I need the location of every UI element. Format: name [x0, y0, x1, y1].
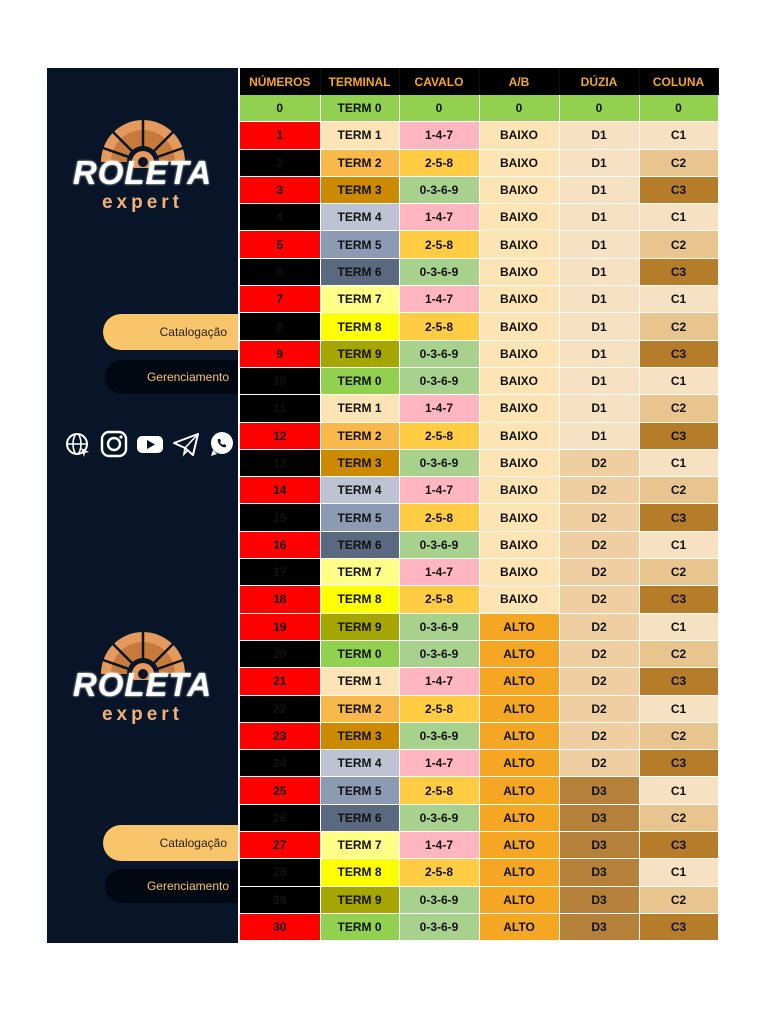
cell-coluna: C1 [639, 695, 718, 722]
cell-cavalo: 1-4-7 [399, 286, 479, 313]
cell-coluna: C1 [639, 367, 718, 394]
cell-numero: 18 [240, 586, 320, 613]
cell-coluna: C3 [639, 832, 718, 859]
cell-ab: BAIXO [479, 422, 559, 449]
cell-duzia: D2 [559, 613, 639, 640]
cell-cavalo: 1-4-7 [399, 204, 479, 231]
header-cavalo: CAVALO [399, 68, 479, 95]
cell-cavalo: 0-3-6-9 [399, 913, 479, 940]
cell-ab: ALTO [479, 832, 559, 859]
table-row [240, 422, 718, 449]
cell-numero: 6 [240, 258, 320, 285]
table-row [240, 449, 718, 476]
cell-duzia: D2 [559, 750, 639, 777]
cell-cavalo: 1-4-7 [399, 395, 479, 422]
cell-duzia: D3 [559, 913, 639, 940]
cell-terminal: TERM 7 [320, 286, 399, 313]
table-row [240, 504, 718, 531]
cell-coluna: C3 [639, 913, 718, 940]
cell-duzia: D2 [559, 504, 639, 531]
cell-terminal: TERM 1 [320, 395, 399, 422]
table-row [240, 859, 718, 886]
cell-cavalo: 1-4-7 [399, 750, 479, 777]
cell-cavalo: 2-5-8 [399, 149, 479, 176]
cell-duzia: D2 [559, 722, 639, 749]
cell-duzia: D3 [559, 859, 639, 886]
table-body [240, 95, 718, 941]
cell-numero: 23 [240, 722, 320, 749]
logo-title: ROLETA [72, 154, 213, 191]
cell-ab: BAIXO [479, 204, 559, 231]
cell-ab: ALTO [479, 750, 559, 777]
cell-duzia: D2 [559, 477, 639, 504]
cell-coluna: C2 [639, 395, 718, 422]
management-button[interactable]: Gerenciamento [105, 360, 238, 394]
cell-terminal: TERM 3 [320, 449, 399, 476]
cell-coluna: C2 [639, 313, 718, 340]
cell-numero: 9 [240, 340, 320, 367]
cell-coluna: C2 [639, 477, 718, 504]
cell-terminal: TERM 2 [320, 695, 399, 722]
cell-cavalo: 0-3-6-9 [399, 804, 479, 831]
cell-coluna: C3 [639, 258, 718, 285]
cell-cavalo: 2-5-8 [399, 777, 479, 804]
cell-ab: ALTO [479, 640, 559, 667]
cell-ab: BAIXO [479, 504, 559, 531]
cell-ab: BAIXO [479, 367, 559, 394]
table-row [240, 95, 718, 122]
cell-terminal: TERM 9 [320, 613, 399, 640]
cell-numero: 16 [240, 531, 320, 558]
cell-cavalo: 1-4-7 [399, 122, 479, 149]
cell-numero: 10 [240, 367, 320, 394]
cell-cavalo: 0-3-6-9 [399, 886, 479, 913]
cell-coluna: C3 [639, 340, 718, 367]
cell-cavalo: 0-3-6-9 [399, 531, 479, 558]
cell-cavalo: 1-4-7 [399, 477, 479, 504]
cell-terminal: TERM 8 [320, 859, 399, 886]
cell-duzia: D2 [559, 640, 639, 667]
catalog-button[interactable]: Catalogação [103, 825, 238, 861]
cell-terminal: TERM 3 [320, 176, 399, 203]
table-row [240, 722, 718, 749]
cell-coluna: C1 [639, 204, 718, 231]
social-links [64, 430, 234, 458]
cell-numero: 8 [240, 313, 320, 340]
table-row [240, 176, 718, 203]
table-row [240, 613, 718, 640]
cell-duzia: D3 [559, 777, 639, 804]
cell-coluna: C1 [639, 531, 718, 558]
cell-cavalo: 2-5-8 [399, 231, 479, 258]
cell-cavalo: 0-3-6-9 [399, 449, 479, 476]
table-row [240, 668, 718, 695]
cell-cavalo: 0-3-6-9 [399, 722, 479, 749]
cell-ab: 0 [479, 95, 559, 122]
cell-duzia: 0 [559, 95, 639, 122]
table-row [240, 204, 718, 231]
cell-terminal: TERM 8 [320, 313, 399, 340]
cell-cavalo: 2-5-8 [399, 313, 479, 340]
logo-subtitle: expert [101, 704, 184, 725]
table-row [240, 395, 718, 422]
cell-numero: 4 [240, 204, 320, 231]
cell-numero: 2 [240, 149, 320, 176]
cell-numero: 25 [240, 777, 320, 804]
roleta-expert-logo [47, 112, 238, 213]
cell-cavalo: 2-5-8 [399, 695, 479, 722]
cell-coluna: C3 [639, 422, 718, 449]
cell-cavalo: 0-3-6-9 [399, 367, 479, 394]
table-row [240, 286, 718, 313]
cell-ab: BAIXO [479, 149, 559, 176]
cell-ab: ALTO [479, 886, 559, 913]
table-row [240, 313, 718, 340]
cell-numero: 21 [240, 668, 320, 695]
cell-numero: 27 [240, 832, 320, 859]
cell-terminal: TERM 6 [320, 258, 399, 285]
cell-terminal: TERM 7 [320, 832, 399, 859]
whatsapp-icon[interactable] [208, 430, 236, 458]
cell-duzia: D1 [559, 258, 639, 285]
cell-terminal: TERM 1 [320, 122, 399, 149]
cell-duzia: D1 [559, 286, 639, 313]
table-row [240, 695, 718, 722]
table-row [240, 559, 718, 586]
table-row [240, 804, 718, 831]
cell-duzia: D1 [559, 340, 639, 367]
catalog-button[interactable]: Catalogação [103, 314, 238, 350]
cell-terminal: TERM 5 [320, 231, 399, 258]
cell-cavalo: 0 [399, 95, 479, 122]
cell-terminal: TERM 6 [320, 804, 399, 831]
cell-ab: ALTO [479, 913, 559, 940]
cell-numero: 19 [240, 613, 320, 640]
cell-numero: 1 [240, 122, 320, 149]
cell-coluna: C1 [639, 122, 718, 149]
cell-coluna: C2 [639, 640, 718, 667]
cell-ab: BAIXO [479, 395, 559, 422]
table-row [240, 531, 718, 558]
cell-terminal: TERM 9 [320, 340, 399, 367]
cell-duzia: D3 [559, 886, 639, 913]
cell-duzia: D2 [559, 531, 639, 558]
cell-coluna: C2 [639, 722, 718, 749]
header-ab: A/B [479, 68, 559, 95]
table-row [240, 640, 718, 667]
table-row [240, 750, 718, 777]
cell-numero: 28 [240, 859, 320, 886]
cell-numero: 14 [240, 477, 320, 504]
cell-numero: 7 [240, 286, 320, 313]
cell-terminal: TERM 0 [320, 640, 399, 667]
cell-cavalo: 2-5-8 [399, 859, 479, 886]
cell-terminal: TERM 7 [320, 559, 399, 586]
cell-numero: 15 [240, 504, 320, 531]
cell-ab: ALTO [479, 777, 559, 804]
cell-coluna: C3 [639, 750, 718, 777]
cell-terminal: TERM 3 [320, 722, 399, 749]
cell-ab: BAIXO [479, 449, 559, 476]
table-header-row [240, 68, 718, 95]
cell-numero: 24 [240, 750, 320, 777]
table-row [240, 777, 718, 804]
instagram-icon[interactable] [100, 430, 128, 458]
cell-ab: BAIXO [479, 286, 559, 313]
cell-coluna: C3 [639, 176, 718, 203]
table-row [240, 258, 718, 285]
cell-ab: BAIXO [479, 258, 559, 285]
cell-duzia: D1 [559, 176, 639, 203]
cell-cavalo: 1-4-7 [399, 559, 479, 586]
logo-subtitle: expert [101, 192, 184, 213]
cell-ab: BAIXO [479, 586, 559, 613]
cell-duzia: D1 [559, 231, 639, 258]
cell-coluna: C2 [639, 886, 718, 913]
cell-duzia: D1 [559, 204, 639, 231]
cell-duzia: D3 [559, 832, 639, 859]
cell-numero: 13 [240, 449, 320, 476]
cell-cavalo: 2-5-8 [399, 586, 479, 613]
header-numeros: NÚMEROS [240, 68, 320, 95]
cell-ab: BAIXO [479, 477, 559, 504]
cell-cavalo: 1-4-7 [399, 668, 479, 695]
cell-coluna: C3 [639, 668, 718, 695]
cell-ab: BAIXO [479, 176, 559, 203]
cell-numero: 5 [240, 231, 320, 258]
table-row [240, 913, 718, 940]
cell-numero: 22 [240, 695, 320, 722]
cell-duzia: D1 [559, 395, 639, 422]
cell-duzia: D3 [559, 804, 639, 831]
cell-duzia: D2 [559, 586, 639, 613]
cell-ab: ALTO [479, 722, 559, 749]
cell-terminal: TERM 0 [320, 367, 399, 394]
cell-ab: BAIXO [479, 531, 559, 558]
cell-duzia: D1 [559, 313, 639, 340]
table-row [240, 340, 718, 367]
cell-coluna: C1 [639, 449, 718, 476]
cell-coluna: 0 [639, 95, 718, 122]
cell-numero: 11 [240, 395, 320, 422]
cell-cavalo: 0-3-6-9 [399, 176, 479, 203]
cell-cavalo: 0-3-6-9 [399, 613, 479, 640]
cell-cavalo: 2-5-8 [399, 422, 479, 449]
management-button[interactable]: Gerenciamento [105, 869, 238, 903]
cell-cavalo: 1-4-7 [399, 832, 479, 859]
cell-numero: 30 [240, 913, 320, 940]
cell-cavalo: 0-3-6-9 [399, 340, 479, 367]
table-row [240, 367, 718, 394]
table-row [240, 477, 718, 504]
cell-terminal: TERM 2 [320, 422, 399, 449]
table-row [240, 149, 718, 176]
cell-terminal: TERM 8 [320, 586, 399, 613]
header-terminal: TERMINAL [320, 68, 399, 95]
cell-ab: BAIXO [479, 122, 559, 149]
web-icon[interactable] [64, 430, 92, 458]
cell-ab: ALTO [479, 613, 559, 640]
cell-coluna: C3 [639, 504, 718, 531]
cell-terminal: TERM 9 [320, 886, 399, 913]
cell-numero: 0 [240, 95, 320, 122]
cell-coluna: C1 [639, 859, 718, 886]
cell-terminal: TERM 0 [320, 913, 399, 940]
cell-terminal: TERM 4 [320, 750, 399, 777]
cell-numero: 3 [240, 176, 320, 203]
sidebar [47, 68, 238, 943]
cell-duzia: D2 [559, 668, 639, 695]
cell-coluna: C1 [639, 286, 718, 313]
cell-coluna: C2 [639, 149, 718, 176]
cell-numero: 17 [240, 559, 320, 586]
cell-coluna: C1 [639, 777, 718, 804]
cell-ab: ALTO [479, 668, 559, 695]
roulette-table [240, 68, 719, 941]
cell-terminal: TERM 6 [320, 531, 399, 558]
cell-terminal: TERM 1 [320, 668, 399, 695]
cell-numero: 29 [240, 886, 320, 913]
cell-coluna: C1 [639, 613, 718, 640]
cell-ab: BAIXO [479, 340, 559, 367]
cell-cavalo: 2-5-8 [399, 504, 479, 531]
cell-coluna: C2 [639, 231, 718, 258]
cell-ab: ALTO [479, 695, 559, 722]
logo-title: ROLETA [72, 666, 213, 703]
cell-ab: ALTO [479, 859, 559, 886]
cell-terminal: TERM 4 [320, 204, 399, 231]
cell-ab: BAIXO [479, 559, 559, 586]
cell-ab: BAIXO [479, 313, 559, 340]
cell-terminal: TERM 0 [320, 95, 399, 122]
cell-duzia: D1 [559, 422, 639, 449]
table-row [240, 586, 718, 613]
roleta-expert-logo-repeat [47, 624, 238, 725]
cell-ab: BAIXO [479, 231, 559, 258]
cell-numero: 26 [240, 804, 320, 831]
cell-duzia: D2 [559, 449, 639, 476]
cell-cavalo: 0-3-6-9 [399, 258, 479, 285]
cell-cavalo: 0-3-6-9 [399, 640, 479, 667]
header-coluna: COLUNA [639, 68, 718, 95]
cell-terminal: TERM 4 [320, 477, 399, 504]
table-row [240, 122, 718, 149]
cell-numero: 12 [240, 422, 320, 449]
table-row [240, 231, 718, 258]
telegram-icon[interactable] [172, 430, 200, 458]
header-duzia: DÚZIA [559, 68, 639, 95]
cell-duzia: D1 [559, 367, 639, 394]
table-row [240, 886, 718, 913]
cell-coluna: C3 [639, 586, 718, 613]
youtube-icon[interactable] [136, 430, 164, 458]
cell-numero: 20 [240, 640, 320, 667]
cell-duzia: D1 [559, 149, 639, 176]
cell-terminal: TERM 5 [320, 777, 399, 804]
cell-terminal: TERM 5 [320, 504, 399, 531]
cell-duzia: D1 [559, 122, 639, 149]
cell-ab: ALTO [479, 804, 559, 831]
cell-coluna: C2 [639, 804, 718, 831]
cell-duzia: D2 [559, 559, 639, 586]
table-row [240, 832, 718, 859]
cell-terminal: TERM 2 [320, 149, 399, 176]
cell-duzia: D2 [559, 695, 639, 722]
cell-coluna: C2 [639, 559, 718, 586]
